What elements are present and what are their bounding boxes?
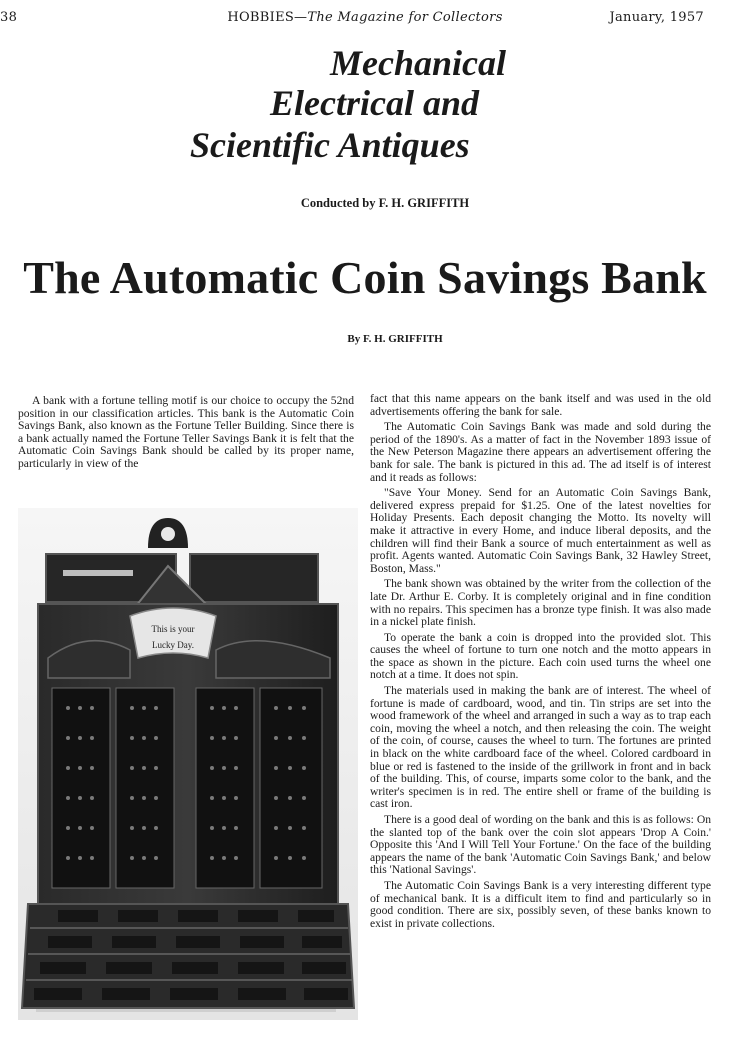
paragraph: The bank shown was obtained by the writer from the collection of the late Dr. Arthur E. Corby. It is completely original and in fine condition with no repairs. This specimen has a bronze type finish. It was also made in a nickel plate finish.	[370, 577, 711, 629]
paragraph: The materials used in making the bank are of interest. The wheel of fortune is made of cardboard, wood, and tin. Tin strips are set into the wood framework of the wheel and arranged in such a way as to trap each coin, moving the wheel a notch, and then releasing the coin. The weight of the coin, of course, causes the wheel to turn. The fortunes are printed in black on the white cardboard face of the wheel. Colored cardboard in blue or red is fastened to the inside of the grillwork in front and in back of the building. This, of course, imparts some color to the bank, and the writer's specimen is in red. The entire shell or frame of the building is cast iron.	[370, 684, 711, 811]
issue-date: January, 1957	[609, 10, 704, 25]
paragraph: There is a good deal of wording on the bank and this is as follows: On the slanted top of the bank over the coin slot appears 'Drop A Coin.' Opposite this 'And I Will Tell Your Fortune.' On the face of the building appears the name of the bank 'Automatic Coin Savings Bank,' and below this 'National Savings'.	[370, 813, 711, 877]
section-title-line-1: Mechanical	[330, 43, 506, 83]
section-title-line-2: Electrical and	[270, 83, 479, 123]
article-title: The Automatic Coin Savings Bank	[23, 252, 707, 303]
paragraph: The Automatic Coin Savings Bank was made and sold during the period of the 1890's. As a matter of fact in the November 1893 issue of the New Peterson Magazine there appears an advertisement offering the bank for sale. The bank is pictured in this ad. The ad itself is of interest and it reads as follows:	[370, 420, 711, 484]
conducted-by: Conducted by F. H. GRIFFITH	[300, 196, 470, 210]
paragraph: "Save Your Money. Send for an Automatic Coin Savings Bank, delivered express prepaid for $1.25. One of the latest novelties for Holiday Presents. Each deposit changing the Motto. Its novelty will make it attractive in every Home, and induce liberal deposits, and the children will find their Bank a source of much entertainment as well as profit. Agents wanted. Automatic Coin Savings Bank, 32 Hawley Street, Boston, Mass."	[370, 486, 711, 575]
paragraph: A bank with a fortune telling motif is our choice to occupy the 52nd position in our classification articles. This bank is the Automatic Coin Savings Bank, also known as the Fortune Teller Building. Since there is a bank actually named the Fortune Teller Savings Bank it is felt that the Automatic Coin Savings Bank should be called by its proper name, particularly in view of the	[18, 394, 354, 470]
magazine-title-italic: The Magazine for Collectors	[307, 10, 503, 25]
section-title-line-3: Scientific Antiques	[190, 125, 470, 165]
wheel-text-line-1: This is your	[151, 624, 195, 634]
magazine-title-prefix: HOBBIES—	[227, 10, 308, 25]
left-column	[18, 395, 354, 471]
article-byline: By F. H. GRIFFITH	[347, 333, 443, 345]
right-column	[370, 393, 711, 933]
bank-photo	[18, 508, 358, 1020]
page-number: 38	[0, 10, 18, 25]
paragraph: To operate the bank a coin is dropped into the provided slot. This causes the wheel of fortune to turn one notch and the motto appears in the space as shown in the picture. Each coin used turns the wheel one notch at a time. It does not spin.	[370, 630, 711, 682]
paragraph: fact that this name appears on the bank itself and was used in the old advertisements offering the bank for sale.	[370, 392, 711, 418]
paragraph: The Automatic Coin Savings Bank is a very interesting different type of mechanical bank. It is a difficult item to find and particularly so in good condition. There are six, possibly seven, of these banks known to exist in private collections.	[370, 878, 711, 930]
wheel-text-line-2: Lucky Day.	[152, 640, 194, 650]
